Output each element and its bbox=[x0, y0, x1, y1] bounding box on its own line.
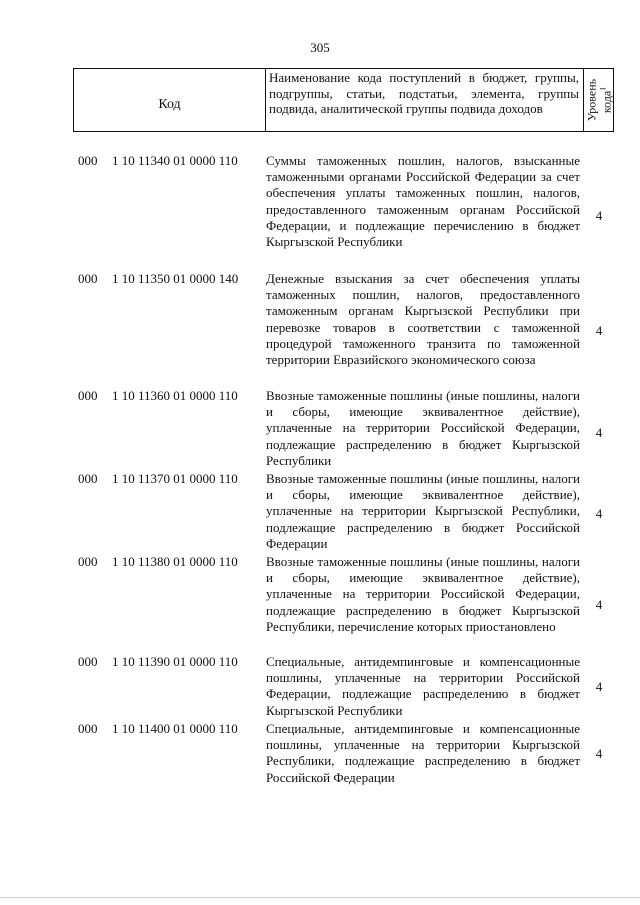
header-name-label: Наименование кода поступлений в бюджет, группы, подгруппы, статьи, подстатьи, элемента, группы подвида, аналитической группы подвида доходов bbox=[266, 69, 584, 131]
row-level: 4 bbox=[595, 425, 603, 440]
row-code: 1 10 11360 01 0000 110 bbox=[112, 388, 238, 403]
header-code-label: Код bbox=[74, 69, 266, 131]
header-level-footnote: 1 bbox=[598, 86, 607, 91]
row-level: 4 bbox=[595, 679, 603, 694]
row-prefix: 000 bbox=[78, 721, 98, 736]
row-code: 1 10 11400 01 0000 110 bbox=[112, 721, 238, 736]
row-description: Специальные, антидемпинговые и компенсационные пошлины, уплаченные на территории Кыргызской Республики, подлежащие распределению в бюджет Российской Федерации bbox=[266, 721, 580, 785]
row-code: 1 10 11380 01 0000 110 bbox=[112, 554, 238, 569]
row-prefix: 000 bbox=[78, 271, 98, 286]
row-prefix: 000 bbox=[78, 471, 98, 486]
row-level: 4 bbox=[595, 746, 603, 761]
header-level-label bbox=[585, 79, 612, 121]
header-level-label-line1: Уровень bbox=[584, 78, 598, 122]
row-level: 4 bbox=[595, 506, 603, 521]
row-prefix: 000 bbox=[78, 388, 98, 403]
header-level-label-line2: кода bbox=[599, 90, 613, 114]
row-prefix: 000 bbox=[78, 554, 98, 569]
row-code: 1 10 11390 01 0000 110 bbox=[112, 654, 238, 669]
row-description: Ввозные таможенные пошлины (иные пошлины, налоги и сборы, имеющие эквивалентное действие), уплаченные на территории Российской Федерации, подлежащие распределению в бюджет Кыргызской Республики bbox=[266, 388, 580, 468]
row-level: 4 bbox=[595, 208, 603, 223]
row-code: 1 10 11350 01 0000 140 bbox=[112, 271, 239, 286]
row-description: Специальные, антидемпинговые и компенсационные пошлины, уплаченные на территории Российской Федерации, подлежащие распределению в бюджет Кыргызской Республики bbox=[266, 654, 580, 718]
row-level: 4 bbox=[595, 597, 603, 612]
table-header bbox=[73, 68, 614, 132]
row-description: Ввозные таможенные пошлины (иные пошлины, налоги и сборы, имеющие эквивалентное действие), уплаченные на территории Российской Федерации, подлежащие распределению в бюджет Кыргызской Республики, перечисление которых приостановлено bbox=[266, 554, 580, 634]
row-description: Ввозные таможенные пошлины (иные пошлины, налоги и сборы, имеющие эквивалентное действие), уплаченные на территории Кыргызской Республики, подлежащие распределению в бюджет Российской Федерации bbox=[266, 471, 580, 551]
row-description: Денежные взыскания за счет обеспечения уплаты таможенных пошлин, налогов, предоставленного таможенным органам Кыргызской Республики при перевозке товаров в соответствии с таможенной процедурой таможенного транзита по таможенной территории Евразийского экономического союза bbox=[266, 271, 580, 368]
row-code: 1 10 11370 01 0000 110 bbox=[112, 471, 238, 486]
row-level: 4 bbox=[595, 323, 603, 338]
row-code: 1 10 11340 01 0000 110 bbox=[112, 153, 238, 168]
header-level-cell bbox=[584, 69, 613, 131]
row-prefix: 000 bbox=[78, 153, 98, 168]
scan-edge-line bbox=[0, 897, 640, 898]
row-description: Суммы таможенных пошлин, налогов, взысканные таможенными органами Российской Федерации за счет обеспечения уплаты таможенных пошлин, налогов, предоставленного таможенным органам Российской Федерации, и подлежащие перечислению в бюджет Кыргызской Республики bbox=[266, 153, 580, 250]
page-number: 305 bbox=[310, 40, 330, 55]
row-prefix: 000 bbox=[78, 654, 98, 669]
